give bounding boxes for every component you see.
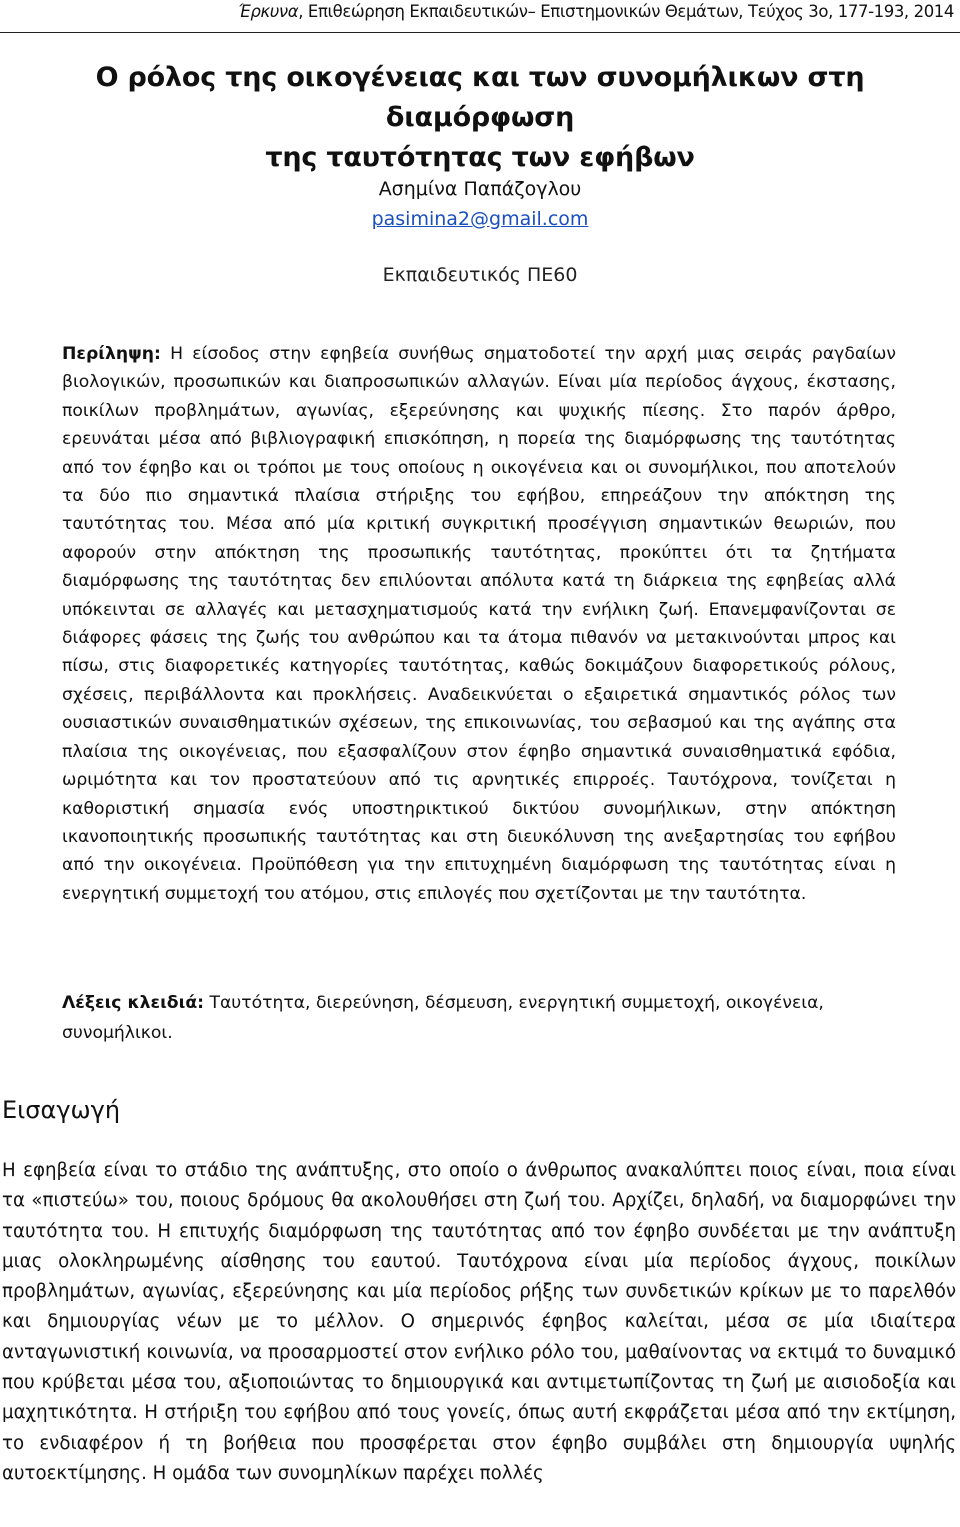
title-line-1: Ο ρόλος της οικογένειας και των συνομήλικων στη διαμόρφωση (95, 62, 865, 133)
article-title (0, 58, 960, 178)
header-divider (0, 32, 960, 33)
title-line-2: της ταυτότητας των εφήβων (265, 142, 695, 173)
section-heading-introduction: Εισαγωγή (2, 1096, 121, 1124)
keywords-text: Ταυτότητα, διερεύνηση, δέσμευση, ενεργητική συμμετοχή, οικογένεια, συνομήλικοι. (62, 993, 824, 1043)
abstract (62, 340, 896, 908)
journal-details: , Επιθεώρηση Εκπαιδευτικών– Επιστημονικών Θεμάτων, Τεύχος 3ο, 177-193, 2014 (298, 2, 954, 21)
author-email-link[interactable]: pasimina2@gmail.com (371, 208, 589, 230)
keywords-label: Λέξεις κλειδιά: (62, 993, 204, 1013)
author-name: Ασημίνα Παπάζογλου (378, 178, 582, 200)
abstract-text: Η είσοδος στην εφηβεία συνήθως σηματοδοτεί την αρχή μιας σειράς ραγδαίων βιολογικών, προσωπικών και διαπροσωπικών αλλαγών. Είναι μία περίοδος άγχους, έκστασης, ποικίλων προβλημάτων, αγωνίας, εξερεύνησης και ψυχικής πίεσης. Στο παρόν άρθρο, ερευνάται μέσα από βιβλιογραφική επισκόπηση, η πορεία της διαμόρφωσης της ταυτότητας από τον έφηβο και οι τρόποι με τους οποίους η οικογένεια και οι συνομήλικοι, που αποτελούν τα δύο πιο σημαντικά πλαίσια στήριξης του εφήβου, επηρεάζουν την απόκτηση της ταυτότητας του. Μέσα από μία κριτική συγκριτική προσέγγιση σημαντικών θεωριών, που αφορούν στην απόκτηση της προσωπικής ταυτότητας, προκύπτει ότι τα ζητήματα διαμόρφωσης της ταυτότητας δεν επιλύονται απόλυτα κατά τη διάρκεια της εφηβείας αλλά υπόκεινται σε αλλαγές και μετασχηματισμούς κατά την ενήλικη ζωή. Επανεμφανίζονται σε διάφορες φάσεις της ζωής του ανθρώπου και τα άτομα πιθανόν να μετακινούνται μπρος και πίσω, στις διαφορετικές κατηγορίες ταυτότητας, καθώς δοκιμάζουν διαφορετικούς ρόλους, σχέσεις, περιβάλλοντα και προκλήσεις. Αναδεικνύεται ο εξαιρετικά σημαντικός ρόλος των ουσιαστικών συναισθηματικών σχέσεων, της επικοινωνίας, του σεβασμού και της αγάπης στα πλαίσια της οικογένειας, που εξασφαλίζουν στον έφηβο σημαντικά συναισθηματικά εφόδια, ωριμότητα και τον προστατεύουν από τις αρνητικές επιρροές. Ταυτόχρονα, τονίζεται η καθοριστική σημασία ενός υποστηρικτικού δικτύου συνομήλικων, στην απόκτηση ικανοποιητικής προσωπικής ταυτότητας και στη διευκόλυνση της ανεξαρτησίας του εφήβου από την οικογένεια. Προϋπόθεση για την επιτυχημένη διαμόρφωση της ταυτότητας είναι η ενεργητική συμμετοχή του ατόμου, στις επιλογές που σχετίζονται με την ταυτότητα. (62, 344, 896, 904)
author-email-line (0, 208, 960, 230)
author-affiliation: Εκπαιδευτικός ΠΕ60 (382, 264, 578, 286)
journal-name: Έρκυνα (238, 2, 299, 21)
keywords (62, 988, 896, 1048)
running-header (238, 2, 954, 21)
introduction-paragraph: Η εφηβεία είναι το στάδιο της ανάπτυξης, στο οποίο ο άνθρωπος ανακαλύπτει ποιος είναι, ποια είναι τα «πιστεύω» του, ποιους δρόμους θα ακολουθήσει στη ζωή του. Αρχίζει, δηλαδή, να διαμορφώνει την ταυτότητα του. Η επιτυχής διαμόρφωση της ταυτότητας από τον έφηβο συνδέεται με την ανάπτυξη μιας ολοκληρωμένης αίσθησης του εαυτού. Ταυτόχρονα είναι μία περίοδος άγχους, ποικίλων προβλημάτων, αγωνίας, εξερεύνησης και μία περίοδος ρήξης των συνδετικών κρίκων με το παρελθόν και δημιουργίας νέων με το μέλλον. Ο σημερινός έφηβος καλείται, μέσα σε μία ιδιαίτερα ανταγωνιστική κοινωνία, να προσαρμοστεί στον ενήλικο ρόλο του, μαθαίνοντας να εκτιμά το δυναμικό που κρύβεται μέσα του, αξιοποιώντας το δημιουργικά και αντιμετωπίζοντας τη ζωή με αισιοδοξία και μαχητικότητα. Η στήριξη του εφήβου από τους γονείς, όπως αυτή εκφράζεται μέσα από την εκτίμηση, το ενδιαφέρον ή τη βοήθεια που προσφέρεται στον έφηβο συμβάλει στη δημιουργία υψηλής αυτοεκτίμησης. Η ομάδα των συνομηλίκων παρέχει πολλές (2, 1160, 956, 1484)
abstract-label: Περίληψη: (62, 344, 161, 364)
